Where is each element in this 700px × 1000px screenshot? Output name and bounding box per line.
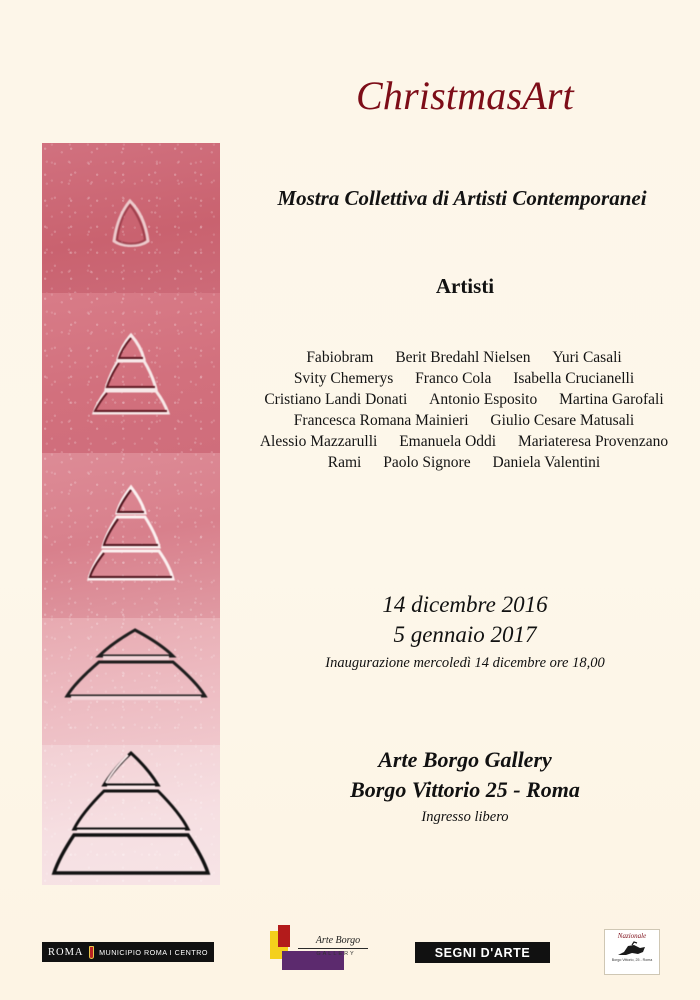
- event-dates: [245, 590, 685, 672]
- artists-row: [238, 452, 690, 473]
- artwork-panel-5: [42, 745, 220, 885]
- artists-row: [238, 368, 690, 389]
- red-block-shape: [278, 925, 290, 947]
- christmas-tree-icon: [50, 745, 212, 885]
- nazionale-address: Borgo Vittorio, 25 - Roma: [611, 958, 653, 962]
- christmas-tree-icon: [76, 327, 186, 427]
- logo-roma-municipio: [42, 942, 214, 962]
- entry-note: Ingresso libero: [421, 809, 509, 825]
- venue-address: Borgo Vittorio 25 - Roma: [350, 777, 580, 802]
- artists-row: [238, 389, 690, 410]
- artist-name: Rami: [327, 454, 362, 471]
- date-end: 5 gennaio 2017: [393, 622, 537, 647]
- artist-name: Mariateresa Provenzano: [517, 433, 669, 450]
- christmas-tree-icon: [96, 191, 166, 277]
- logo-nazionale: [604, 929, 660, 975]
- artwork-strip: [42, 143, 220, 885]
- christmas-tree-icon: [55, 624, 215, 736]
- artists-row: [238, 347, 690, 368]
- christmas-tree-icon: [72, 481, 190, 593]
- roma-municipio-label: MUNICIPIO ROMA I CENTRO: [99, 947, 208, 957]
- artist-name: Francesca Romana Mainieri: [293, 412, 469, 429]
- sponsor-footer: [0, 925, 700, 980]
- poster-subtitle: Mostra Collettiva di Artisti Contemporanei: [277, 186, 647, 210]
- roma-crest-icon: [89, 946, 95, 959]
- artwork-panel-3: [42, 453, 220, 618]
- roma-label: ROMA: [48, 946, 84, 958]
- artist-name: Svity Chemerys: [293, 370, 394, 387]
- divider: [298, 948, 368, 949]
- artist-name: Franco Cola: [415, 370, 492, 387]
- artist-name: Antonio Esposito: [429, 391, 538, 408]
- artists-row: [238, 410, 690, 431]
- artist-name: Alessio Mazzarulli: [259, 433, 378, 450]
- artwork-panel-4: [42, 618, 220, 745]
- artists-row: [238, 431, 690, 452]
- artist-name: Giulio Cesare Matusali: [490, 412, 635, 429]
- artist-name: Isabella Crucianelli: [513, 370, 635, 387]
- artist-name: Martina Garofali: [559, 391, 664, 408]
- artist-name: Emanuela Oddi: [399, 433, 497, 450]
- gallery-label: GALLERY: [316, 951, 356, 957]
- venue-block: [245, 745, 685, 826]
- artists-list: [238, 347, 690, 473]
- artists-heading: Artisti: [435, 274, 495, 298]
- arte-borgo-label: Arte Borgo: [315, 935, 361, 946]
- artist-name: Daniela Valentini: [492, 454, 601, 471]
- date-start: 14 dicembre 2016: [382, 592, 548, 617]
- artist-name: Fabiobram: [306, 349, 374, 366]
- artist-name: Cristiano Landi Donati: [264, 391, 408, 408]
- artist-name: Paolo Signore: [383, 454, 471, 471]
- artwork-panel-1: [42, 143, 220, 293]
- artwork-panel-2: [42, 293, 220, 453]
- logo-segni-darte: SEGNI D'ARTE: [415, 942, 550, 963]
- venue-name: Arte Borgo Gallery: [378, 747, 552, 772]
- artist-name: Yuri Casali: [552, 349, 622, 366]
- nazionale-label: Nazionale: [617, 932, 647, 940]
- horse-rider-icon: [605, 940, 659, 958]
- opening-note: Inaugurazione mercoledì 14 dicembre ore 18,00: [325, 655, 605, 671]
- page-title: ChristmasArt: [355, 73, 574, 118]
- artist-name: Berit Bredahl Nielsen: [395, 349, 531, 366]
- logo-arte-borgo-gallery: [268, 925, 380, 973]
